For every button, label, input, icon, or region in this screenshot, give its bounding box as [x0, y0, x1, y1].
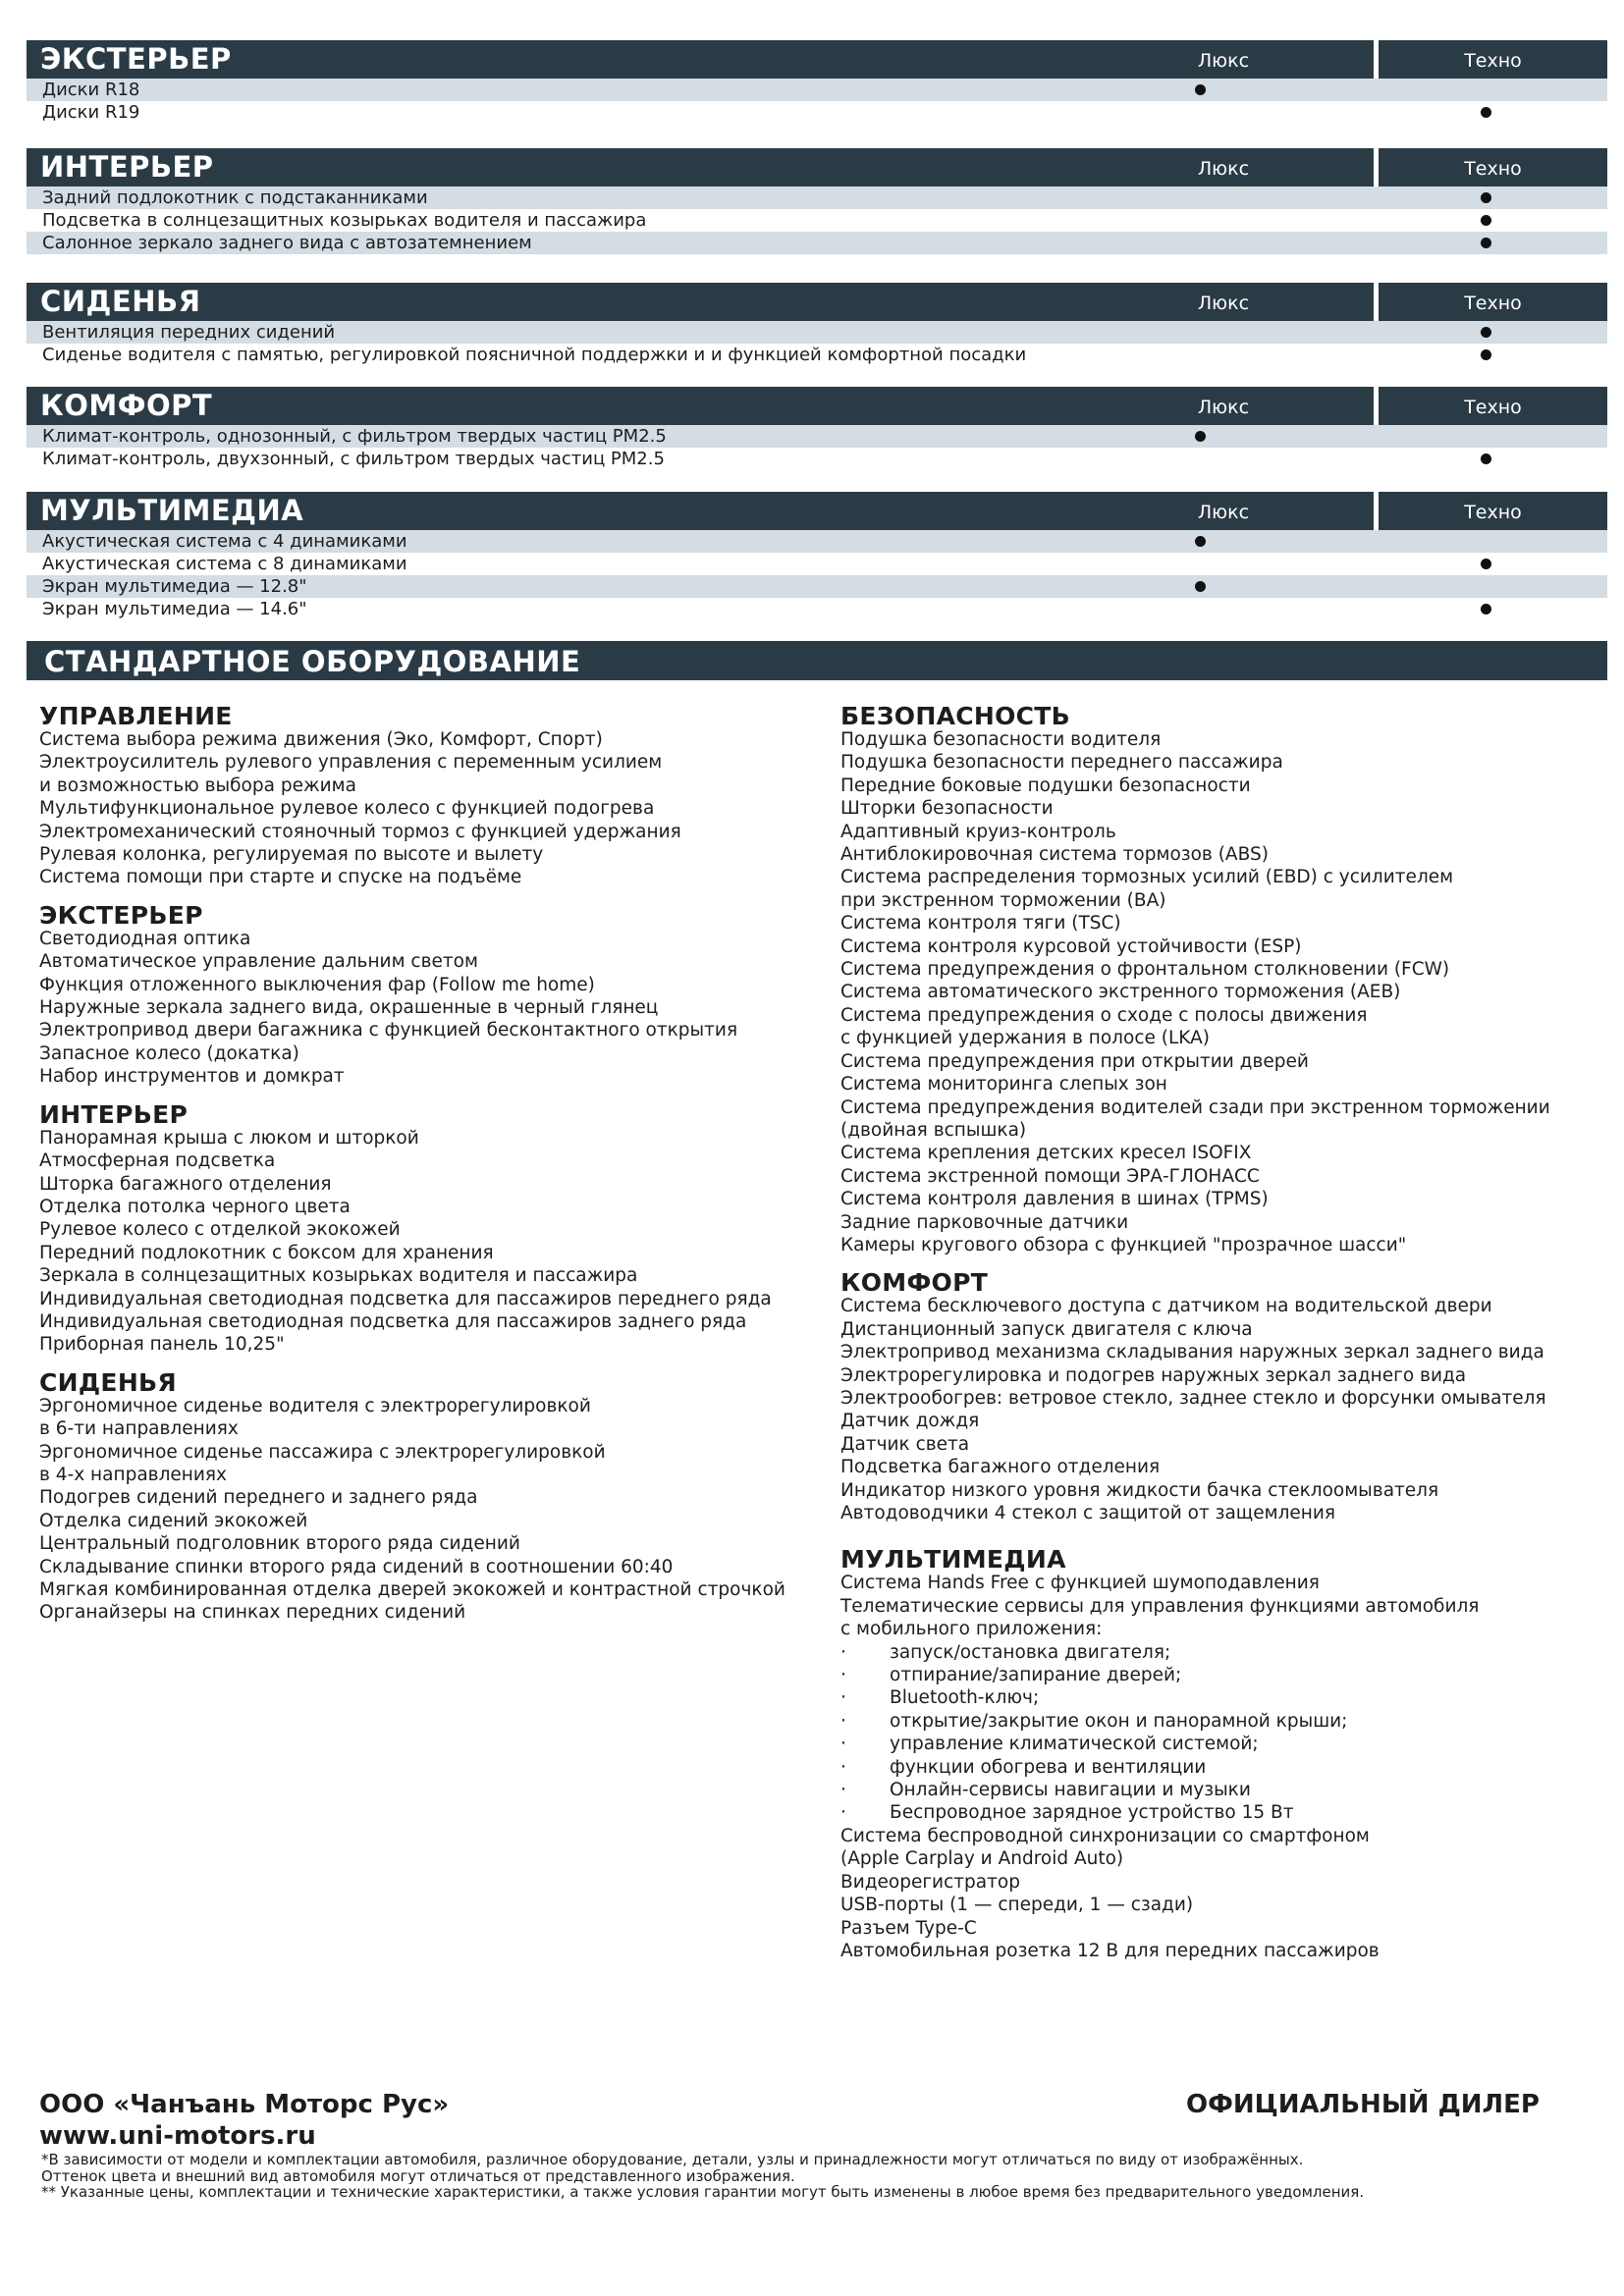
standard-section — [840, 1268, 1624, 1524]
feature-item: Система экстренной помощи ЭРА-ГЛОНАСС — [840, 1165, 1260, 1187]
feature-item: Центральный подголовник второго ряда сидений — [39, 1533, 520, 1555]
footnotes — [41, 2152, 1364, 2201]
feature-bullet-item: · управление климатической системой; — [840, 1733, 1624, 1755]
included-dot-tech — [1481, 454, 1491, 464]
option-name: Подсветка в солнцезащитных козырьках водителя и пассажира — [42, 210, 647, 231]
standard-section-title: УПРАВЛЕНИЕ — [39, 702, 233, 730]
feature-item: Адаптивный круиз-контроль — [840, 821, 1116, 842]
options-row — [27, 448, 1607, 470]
feature-item: Система крепления детских кресел ISOFIX — [840, 1143, 1252, 1164]
standard-section-title: КОМФОРТ — [840, 1268, 989, 1298]
feature-item: Электропривод двери багажника с функцией бесконтактного открытия — [39, 1020, 738, 1041]
standard-left-column — [39, 702, 835, 1639]
feature-item: Дистанционный запуск двигателя с ключа — [840, 1318, 1253, 1340]
standard-section-title: СИДЕНЬЯ — [39, 1367, 177, 1397]
feature-bullet-item: · запуск/остановка двигателя; — [840, 1641, 1624, 1664]
feature-item: Электрообогрев: ветровое стекло, заднее стекло и форсунки омывателя — [840, 1387, 1546, 1409]
options-table — [27, 283, 1607, 366]
column-header-tech: Техно — [1464, 397, 1522, 418]
feature-item: Система помощи при старте и спуске на подъёме — [39, 867, 522, 888]
column-header-lux: Люкс — [1197, 397, 1250, 418]
included-dot-tech — [1481, 238, 1491, 248]
option-name: Сиденье водителя с памятью, регулировкой поясничной поддержки и и функцией комфортной посадки — [42, 345, 1027, 365]
feature-item: Эргономичное сиденье пассажира с электрорегулировкой — [39, 1441, 606, 1463]
feature-item: и возможностью выбора режима — [39, 774, 356, 796]
feature-item: Приборная панель 10,25" — [39, 1334, 285, 1356]
options-section-title: СИДЕНЬЯ — [40, 285, 201, 318]
options-row — [27, 598, 1607, 620]
feature-item: Система выбора режима движения (Эко, Комфорт, Спорт) — [39, 729, 603, 750]
feature-item: Индикатор низкого уровня жидкости бачка стеклоомывателя — [840, 1479, 1439, 1501]
option-name: Вентиляция передних сидений — [42, 322, 336, 343]
footnote-2: Оттенок цвета и внешний вид автомобиля могут отличаться от представленного изображения. — [41, 2166, 795, 2185]
standard-section-title: ЭКСТЕРЬЕР — [39, 900, 203, 930]
feature-item: Электрорегулировка и подогрев наружных зеркал заднего вида — [840, 1364, 1467, 1386]
column-header-tech: Техно — [1464, 502, 1522, 523]
feature-item: Подсветка багажного отделения — [840, 1457, 1161, 1478]
options-row — [27, 575, 1607, 598]
feature-item: Система автоматического экстренного торможения (AEB) — [840, 982, 1401, 1003]
feature-item: Электроусилитель рулевого управления с переменным усилием — [39, 752, 663, 774]
feature-item: Электропривод механизма складывания наружных зеркал заднего вида — [840, 1342, 1544, 1363]
standard-right-column — [840, 702, 1624, 1977]
option-name: Салонное зеркало заднего вида с автозатемнением — [42, 233, 532, 253]
feature-item: USB-порты (1 — спереди, 1 — сзади) — [840, 1895, 1194, 1916]
option-name: Диски R19 — [42, 102, 140, 123]
footnote-1: *В зависимости от модели и комплектации автомобиля, различное оборудование, детали, узлы и принадлежности могут отличаться по виду от изображённых. — [41, 2151, 1304, 2168]
standard-section — [840, 702, 1624, 1256]
feature-item: Зеркала в солнцезащитных козырьках водителя и пассажира — [39, 1265, 638, 1287]
option-name: Климат-контроль, двухзонный, с фильтром твердых частиц PM2.5 — [42, 449, 665, 469]
options-table — [27, 387, 1607, 470]
options-row — [27, 425, 1607, 448]
feature-item: Набор инструментов и домкрат — [39, 1066, 345, 1088]
options-table-header — [27, 387, 1607, 425]
column-header-lux: Люкс — [1197, 50, 1250, 72]
included-dot-lux — [1195, 431, 1206, 442]
feature-item: Автомобильная розетка 12 В для передних пассажиров — [840, 1940, 1380, 1961]
feature-item: Датчик света — [840, 1433, 970, 1455]
feature-item: Система контроля курсовой устойчивости (ESP) — [840, 935, 1302, 957]
standard-section-title: БЕЗОПАСНОСТЬ — [840, 702, 1070, 730]
feature-item: Отделка потолка черного цвета — [39, 1196, 351, 1217]
feature-item: Система беспроводной синхронизации со смартфоном — [840, 1825, 1370, 1846]
feature-item: Мягкая комбинированная отделка дверей экокожей и контрастной строчкой — [39, 1579, 785, 1600]
feature-item: Система предупреждения о сходе с полосы движения — [840, 1004, 1368, 1026]
feature-item: Органайзеры на спинках передних сидений — [39, 1602, 466, 1624]
feature-bullet-item: · Bluetooth-ключ; — [840, 1686, 1624, 1709]
standard-equipment-title: СТАНДАРТНОЕ ОБОРУДОВАНИЕ — [44, 645, 581, 678]
feature-item: Подушка безопасности переднего пассажира — [840, 752, 1283, 774]
column-header-lux: Люкс — [1197, 158, 1250, 180]
options-section-title: МУЛЬТИМЕДИА — [40, 494, 304, 527]
feature-item: Рулевое колесо с отделкой экокожей — [39, 1219, 401, 1241]
feature-item: Передний подлокотник с боксом для хранения — [39, 1242, 494, 1263]
column-header-lux: Люкс — [1197, 502, 1250, 523]
options-row — [27, 187, 1607, 209]
option-name: Акустическая система с 4 динамиками — [42, 531, 407, 552]
feature-item: Наружные зеркала заднего вида, окрашенные в черный глянец — [39, 997, 659, 1019]
feature-item: с функцией удержания в полосе (LKA) — [840, 1028, 1210, 1049]
feature-item: Шторка багажного отделения — [39, 1173, 332, 1195]
feature-item: Электромеханический стояночный тормоз с функцией удержания — [39, 821, 681, 842]
feature-item: Запасное колесо (докатка) — [39, 1042, 299, 1064]
standard-section — [840, 1545, 1624, 1962]
column-header-tech: Техно — [1464, 158, 1522, 180]
feature-item: (Apple Carplay и Android Auto) — [840, 1848, 1124, 1870]
option-name: Экран мультимедиа — 14.6" — [42, 599, 307, 619]
feature-item: Атмосферная подсветка — [39, 1150, 276, 1172]
included-dot-lux — [1195, 84, 1206, 95]
options-table-header — [27, 40, 1607, 79]
feature-item: Система Hands Free с функцией шумоподавления — [840, 1573, 1320, 1594]
option-name: Задний подлокотник с подстаканниками — [42, 187, 428, 208]
options-table-header — [27, 492, 1607, 530]
feature-item: Складывание спинки второго ряда сидений в соотношении 60:40 — [39, 1556, 674, 1577]
options-row — [27, 79, 1607, 101]
standard-section-title: МУЛЬТИМЕДИА — [840, 1545, 1066, 1575]
standard-section — [39, 1099, 835, 1357]
options-table — [27, 40, 1607, 124]
feature-item: Камеры кругового обзора с функцией "прозрачное шасси" — [840, 1234, 1407, 1255]
feature-item: Индивидуальная светодиодная подсветка для пассажиров переднего ряда — [39, 1288, 772, 1309]
feature-item: Индивидуальная светодиодная подсветка для пассажиров заднего ряда — [39, 1310, 747, 1332]
footnote-3: ** Указанные цены, комплектации и технические характеристики, а также условия гарантии могут быть изменены в любое время без предварительного уведомления. — [41, 2183, 1365, 2201]
feature-item: Задние парковочные датчики — [840, 1211, 1129, 1233]
feature-item: Видеорегистратор — [840, 1871, 1020, 1893]
feature-item: Рулевая колонка, регулируемая по высоте и вылету — [39, 844, 544, 866]
feature-item: Функция отложенного выключения фар (Follow me home) — [39, 974, 595, 995]
standard-section — [39, 702, 835, 889]
feature-item: Система бесключевого доступа с датчиком на водительской двери — [840, 1296, 1492, 1317]
option-name: Акустическая система с 8 динамиками — [42, 554, 407, 574]
options-section-title: ИНТЕРЬЕР — [40, 150, 214, 184]
feature-item: Мультифункциональное рулевое колесо с функцией подогрева — [39, 798, 655, 820]
feature-item: Панорамная крыша с люком и шторкой — [39, 1127, 419, 1148]
options-section-title: ЭКСТЕРЬЕР — [40, 42, 232, 76]
options-row — [27, 209, 1607, 232]
feature-item: Передние боковые подушки безопасности — [840, 774, 1251, 796]
included-dot-tech — [1481, 349, 1491, 360]
included-dot-tech — [1481, 192, 1491, 203]
feature-item: Автодоводчики 4 стекол с защитой от защемления — [840, 1503, 1336, 1523]
feature-item: с мобильного приложения: — [840, 1619, 1103, 1640]
column-header-tech: Техно — [1464, 50, 1522, 72]
feature-item: Датчик дождя — [840, 1411, 980, 1432]
options-row — [27, 530, 1607, 553]
included-dot-lux — [1195, 536, 1206, 547]
feature-item: Система предупреждения водителей сзади при экстренном торможении — [840, 1096, 1550, 1118]
standard-section — [39, 900, 835, 1089]
feature-item: (двойная вспышка) — [840, 1119, 1027, 1141]
included-dot-lux — [1195, 581, 1206, 592]
option-name: Диски R18 — [42, 80, 140, 100]
feature-item: Система распределения тормозных усилий (EBD) с усилителем — [840, 867, 1454, 888]
feature-item: Светодиодная оптика — [39, 928, 251, 949]
option-name: Климат-контроль, однозонный, с фильтром твердых частиц PM2.5 — [42, 426, 667, 447]
feature-item: Система контроля тяги (TSC) — [840, 913, 1121, 934]
feature-item: Отделка сидений экокожей — [39, 1510, 308, 1531]
feature-bullet-item: · Онлайн-сервисы навигации и музыки — [840, 1779, 1624, 1801]
feature-bullet-item: · отпирание/запирание дверей; — [840, 1664, 1624, 1686]
feature-item: Автоматическое управление дальним светом — [39, 951, 478, 973]
footer-company: ООО «Чанъань Моторс Рус» — [39, 2090, 450, 2119]
feature-bullet-item: · открытие/закрытие окон и панорамной крыши; — [840, 1710, 1624, 1733]
options-table — [27, 492, 1607, 620]
feature-item: Антиблокировочная система тормозов (ABS) — [840, 844, 1269, 866]
column-header-lux: Люкс — [1197, 293, 1250, 314]
options-table — [27, 148, 1607, 254]
included-dot-tech — [1481, 107, 1491, 118]
feature-bullet-item: · Беспроводное зарядное устройство 15 Вт — [840, 1801, 1624, 1824]
feature-item: в 4-х направлениях — [39, 1464, 227, 1485]
column-header-tech: Техно — [1464, 293, 1522, 314]
feature-item: Система предупреждения о фронтальном столкновении (FCW) — [840, 959, 1450, 981]
feature-item: Подогрев сидений переднего и заднего ряда — [39, 1487, 478, 1509]
feature-item: в 6-ти направлениях — [39, 1418, 239, 1440]
included-dot-tech — [1481, 604, 1491, 614]
standard-section — [39, 1367, 835, 1625]
included-dot-tech — [1481, 327, 1491, 338]
feature-item: Эргономичное сиденье водителя с электрорегулировкой — [39, 1395, 591, 1416]
included-dot-tech — [1481, 559, 1491, 569]
options-table-header — [27, 148, 1607, 187]
feature-item: Система контроля давления в шинах (TPMS) — [840, 1189, 1269, 1210]
footer-website-link[interactable]: www.uni-motors.ru — [39, 2121, 316, 2151]
options-table-header — [27, 283, 1607, 321]
feature-item: при экстренном торможении (BA) — [840, 889, 1166, 911]
feature-item: Система предупреждения при открытии дверей — [840, 1050, 1309, 1072]
feature-item: Телематические сервисы для управления функциями автомобиля — [840, 1595, 1480, 1617]
feature-item: Разъем Type-C — [840, 1917, 977, 1939]
included-dot-tech — [1481, 215, 1491, 226]
feature-bullet-item: · функции обогрева и вентиляции — [840, 1756, 1624, 1779]
option-name: Экран мультимедиа — 12.8" — [42, 576, 307, 597]
options-row — [27, 344, 1607, 366]
feature-item: Шторки безопасности — [840, 798, 1054, 820]
standard-section-title: ИНТЕРЬЕР — [39, 1099, 189, 1129]
feature-item: Подушка безопасности водителя — [840, 729, 1162, 750]
footer-dealer: ОФИЦИАЛЬНЫЙ ДИЛЕР — [1186, 2090, 1540, 2119]
feature-item: Система мониторинга слепых зон — [840, 1074, 1167, 1095]
options-row — [27, 232, 1607, 254]
options-section-title: КОМФОРТ — [40, 389, 213, 422]
options-row — [27, 553, 1607, 575]
standard-equipment-banner — [27, 641, 1607, 680]
options-row — [27, 101, 1607, 124]
options-row — [27, 321, 1607, 344]
